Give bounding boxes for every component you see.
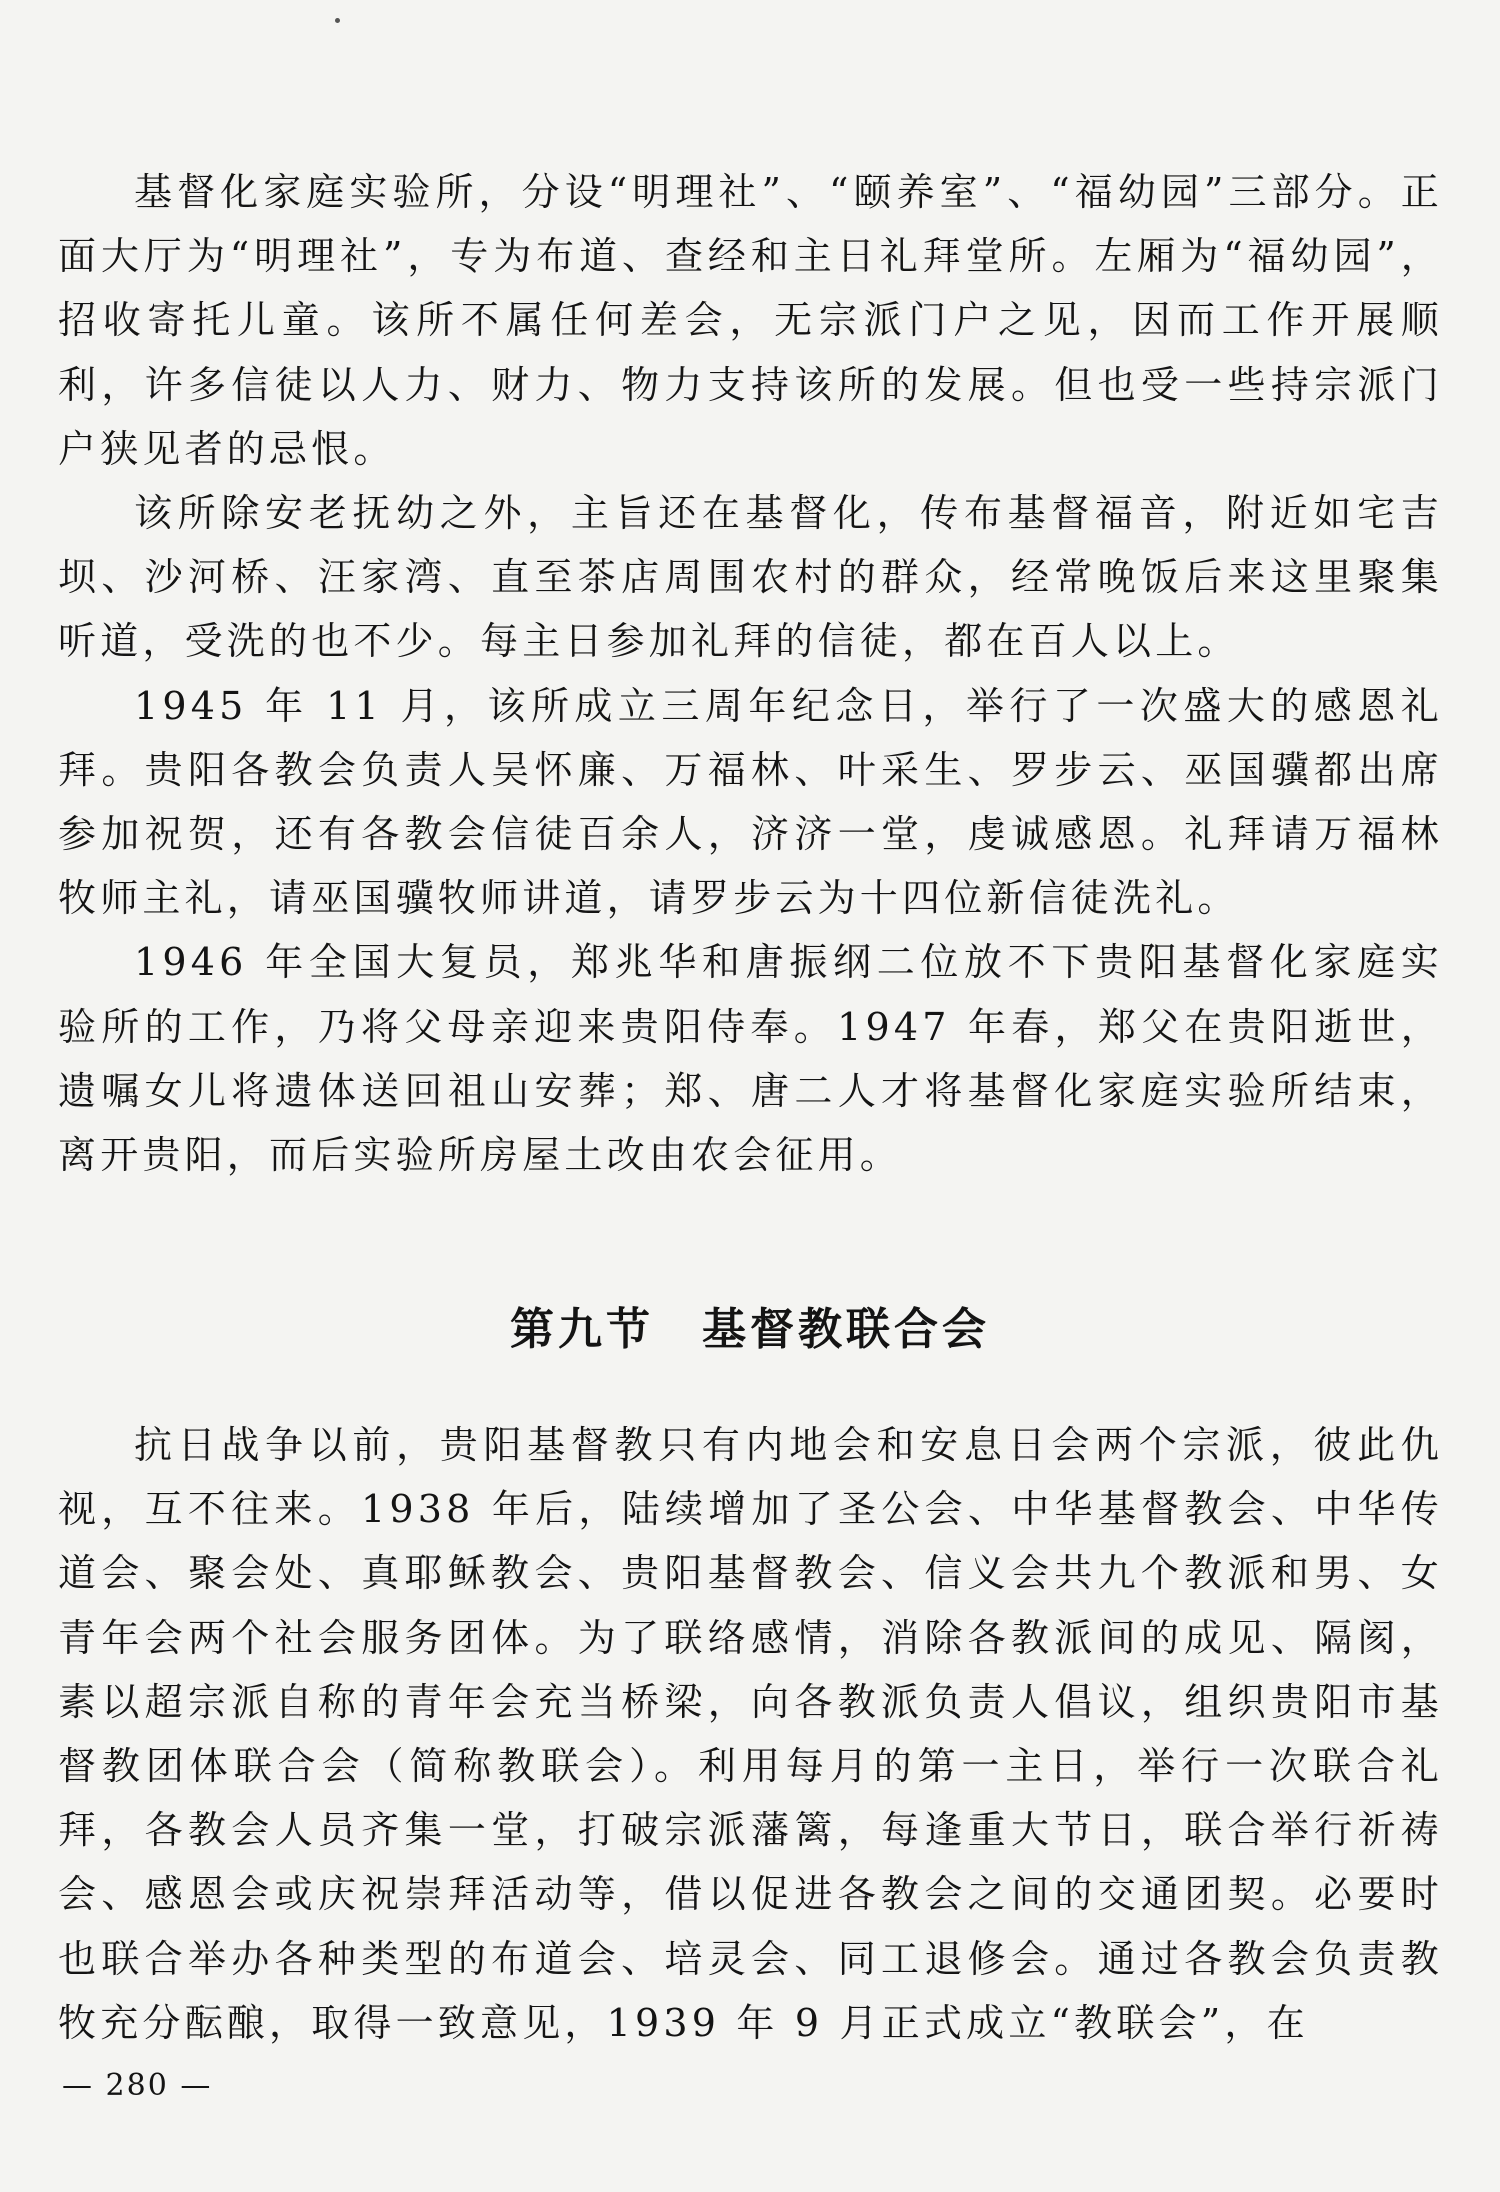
paragraph: 1946 年全国大复员，郑兆华和唐振纲二位放不下贵阳基督化家庭实验所的工作，乃将父母亲迎来贵阳侍奉。1947 年春，郑父在贵阳逝世，遗嘱女儿将遗体送回祖山安葬；郑、唐二人才将基督化家庭实验所结束，离开贵阳，而后实验所房屋土改由农会征用。 — [58, 940, 1443, 1178]
scan-speck — [335, 18, 340, 23]
paragraph: 1945 年 11 月，该所成立三周年纪念日，举行了一次盛大的感恩礼拜。贵阳各教会负责人吴怀廉、万福林、叶采生、罗步云、巫国骥都出席参加祝贺，还有各教会信徒百余人，济济一堂，虔诚感恩。礼拜请万福林牧师主礼，请巫国骥牧师讲道，请罗步云为十四位新信徒洗礼。 — [58, 683, 1443, 921]
paragraph: 基督化家庭实验所，分设“明理社”、“颐养室”、“福幼园”三部分。正面大厅为“明理社”，专为布道、查经和主日礼拜堂所。左厢为“福幼园”，招收寄托儿童。该所不属任何差会，无宗派门户之见，因而工作开展顺利，许多信徒以人力、财力、物力支持该所的发展。但也受一些持宗派门户狭见者的忌恨。 — [58, 170, 1443, 471]
section-heading: 第九节 基督教联合会 — [510, 1304, 990, 1355]
paragraph: 抗日战争以前，贵阳基督教只有内地会和安息日会两个宗派，彼此仇视，互不往来。1938 年后，陆续增加了圣公会、中华基督教会、中华传道会、聚会处、真耶稣教会、贵阳基督教会、信义会共九个教派和男、女青年会两个社会服务团体。为了联络感情，消除各教派间的成见、隔阂，素以超宗派自称的青年会充当桥梁，向各教派负责人倡议，组织贵阳市基督教团体联合会（简称教联会）。利用每月的第一主日，举行一次联合礼拜，各教会人员齐集一堂，打破宗派藩篱，每逢重大节日，联合举行祈祷会、感恩会或庆祝崇拜活动等，借以促进各教会之间的交通团契。必要时也联合举办各种类型的布道会、培灵会、同工退修会。通过各教会负责教牧充分酝酿，取得一致意见，1939 年 9 月正式成立“教联会”，在 — [58, 1423, 1443, 2045]
page-number: — 280 — — [62, 2068, 213, 2103]
body-text-top — [58, 160, 1443, 1187]
body-text-bottom — [58, 1413, 1443, 2055]
paragraph: 该所除安老抚幼之外，主旨还在基督化，传布基督福音，附近如宅吉坝、沙河桥、汪家湾、直至茶店周围农村的群众，经常晚饭后来这里聚集听道，受洗的也不少。每主日参加礼拜的信徒，都在百人以上。 — [58, 491, 1443, 664]
